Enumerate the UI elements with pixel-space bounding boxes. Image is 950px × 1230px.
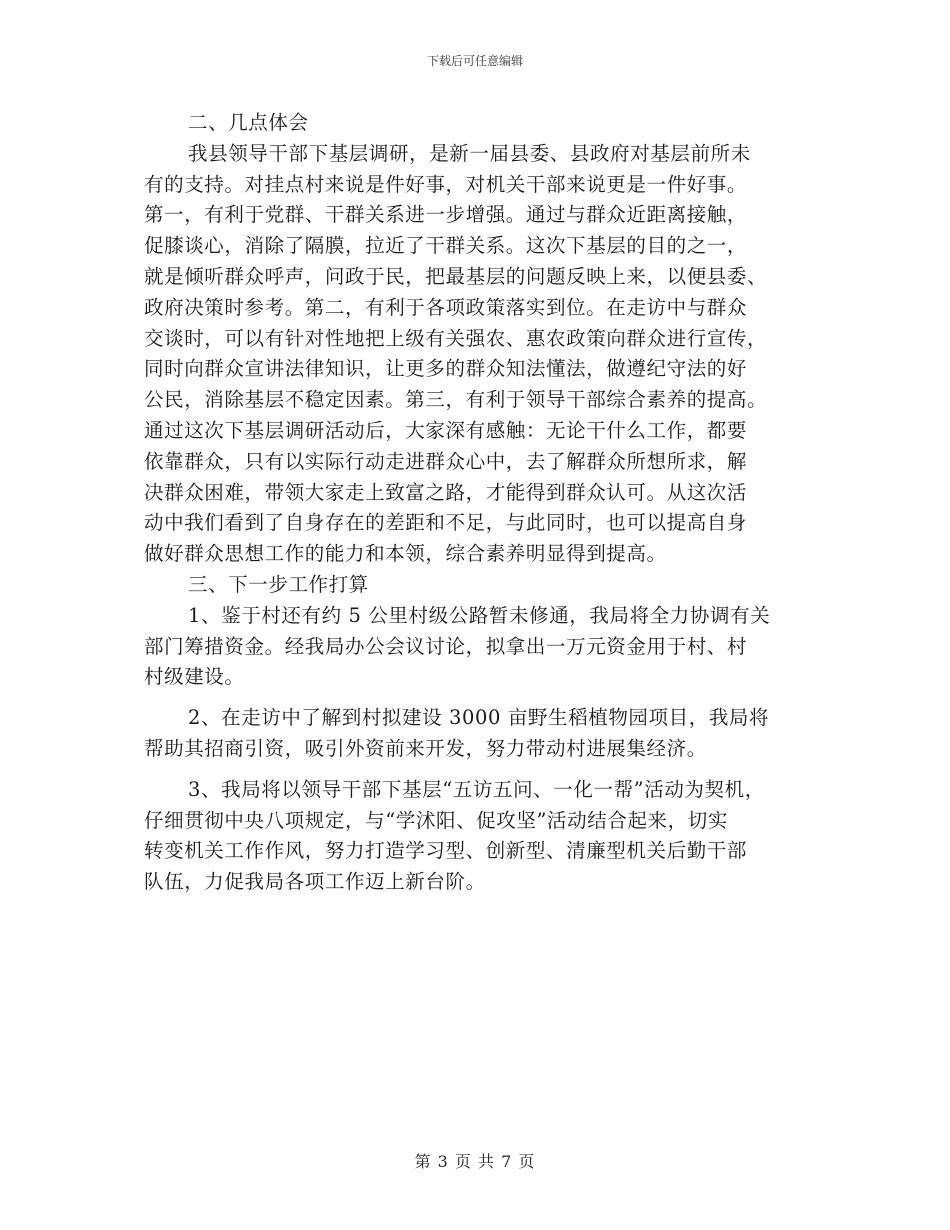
item-1-line: 村级建设。	[144, 665, 245, 689]
paragraph-line: 公民，消除基层不稳定因素。第三，有利于领导干部综合素养的提高。	[144, 388, 768, 412]
item-1-line: 部门筹措资金。经我局办公会议讨论，拟拿出一万元资金用于村、村	[144, 634, 748, 658]
paragraph-line: 我县领导干部下基层调研，是新一届县委、县政府对基层前所未	[188, 141, 751, 165]
paragraph-line: 第一，有利于党群、干群关系进一步增强。通过与群众近距离接触，	[144, 203, 748, 227]
paragraph-line: 促膝谈心，消除了隔膜，拉近了干群关系。这次下基层的目的之一，	[144, 234, 748, 258]
page-header: 下载后可任意编辑	[426, 54, 523, 68]
paragraph-line: 同时向群众宣讲法律知识，让更多的群众知法懂法，做遵纪守法的好	[144, 357, 748, 381]
item-3-line: 队伍，力促我局各项工作迈上新台阶。	[144, 870, 486, 894]
paragraph-line: 依靠群众，只有以实际行动走进群众心中，去了解群众所想所求，解	[144, 449, 748, 473]
page-number: 第 3 页 共 7 页	[414, 1152, 536, 1171]
section-heading-3: 三、下一步工作打算	[188, 572, 369, 596]
item-3-line: 仔细贯彻中央八项规定，与“学沭阳、促攻坚”活动结合起来，切实	[144, 808, 728, 832]
item-2-line: 2、在走访中了解到村拟建设 3000 亩野生稻植物园项目，我局将	[188, 706, 770, 730]
paragraph-line: 交谈时，可以有针对性地把上级有关强农、惠农政策向群众进行宣传，	[144, 326, 768, 350]
item-1-line: 1、鉴于村还有约 5 公里村级公路暂未修通，我局将全力协调有关	[188, 603, 771, 627]
paragraph-line: 做好群众思想工作的能力和本领，综合素养明显得到提高。	[144, 542, 667, 566]
document-body	[144, 108, 824, 898]
paragraph-line: 决群众困难，带领大家走上致富之路，才能得到群众认可。从这次活	[144, 480, 748, 504]
paragraph-line: 有的支持。对挂点村来说是件好事，对机关干部来说更是一件好事。	[144, 172, 748, 196]
item-2-line: 帮助其招商引资，吸引外资前来开发，努力带动村进展集经济。	[144, 736, 707, 760]
item-3-line: 3、我局将以领导干部下基层“五访五问、一化一帮”活动为契机，	[188, 777, 765, 801]
paragraph-line: 就是倾听群众呼声，问政于民，把最基层的问题反映上来，以便县委、	[144, 264, 768, 288]
paragraph-line: 政府决策时参考。第二，有利于各项政策落实到位。在走访中与群众	[144, 295, 748, 319]
paragraph-line: 动中我们看到了自身存在的差距和不足，与此同时，也可以提高自身	[144, 511, 748, 535]
item-3-line: 转变机关工作作风，努力打造学习型、创新型、清廉型机关后勤干部	[144, 839, 748, 863]
section-heading-2: 二、几点体会	[188, 111, 309, 134]
paragraph-line: 通过这次下基层调研活动后，大家深有感触：无论干什么工作，都要	[144, 418, 748, 442]
